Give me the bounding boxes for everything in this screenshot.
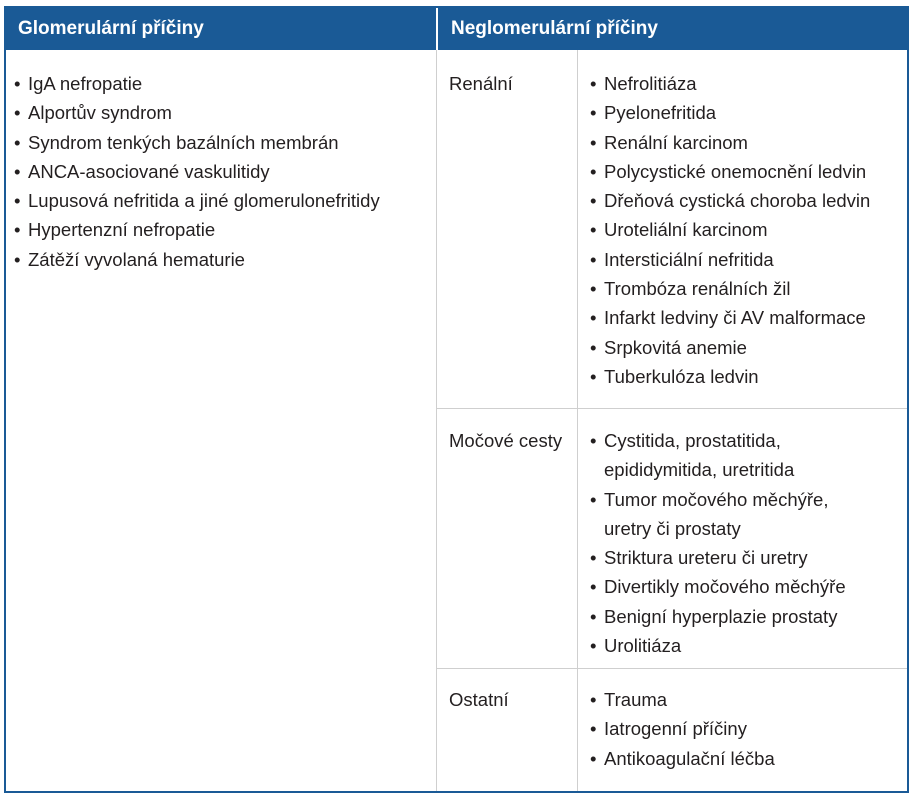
list-item: • Syndrom tenkých bazálních membrán [14,128,380,157]
list-item: • Lupusová nefritida a jiné glomerulonefritidy [14,186,380,215]
list-item: • Infarkt ledviny či AV malformace [590,303,870,332]
category-other: Ostatní [449,689,509,710]
glomerular-list [14,69,380,274]
row-divider-1 [437,408,907,409]
header-glomerular: Glomerulární příčiny [6,8,436,50]
list-item: • Zátěží vyvolaná hematurie [14,245,380,274]
column-divider [436,50,437,791]
list-item: • Renální karcinom [590,128,870,157]
row-divider-2 [437,668,907,669]
list-item: • Tumor močového měchýře, [590,485,846,514]
list-item: • Nefrolitiáza [590,69,870,98]
other-list [590,685,775,773]
subcolumn-divider [577,50,578,791]
list-item: • Urolitiáza [590,631,846,660]
list-item: • Alportův syndrom [14,98,380,127]
list-item: • Cystitida, prostatitida, [590,426,846,455]
header-nonglomerular: Neglomerulární příčiny [436,8,907,50]
list-item: • Iatrogenní příčiny [590,714,775,743]
list-item: • Hypertenzní nefropatie [14,215,380,244]
list-item: • Srpkovitá anemie [590,333,870,362]
list-item: • Benigní hyperplazie prostaty [590,602,846,631]
urinary-tract-list [590,426,846,660]
list-item: • IgA nefropatie [14,69,380,98]
causes-table [4,6,909,793]
list-item-continuation: uretry či prostaty [604,517,741,539]
list-item: • Tuberkulóza ledvin [590,362,870,391]
list-item: • Pyelonefritida [590,98,870,127]
list-item: • ANCA-asociované vaskulitidy [14,157,380,186]
list-item-continuation: epididymitida, uretritida [604,459,795,481]
category-urinary-tract: Močové cesty [449,430,563,451]
list-item: • Uroteliální karcinom [590,215,870,244]
list-item: • Trombóza renálních žil [590,274,870,303]
list-item: • Polycystické onemocnění ledvin [590,157,870,186]
list-item: • Antikoagulační léčba [590,744,775,773]
list-item: • Trauma [590,685,775,714]
list-item: • Dřeňová cystická choroba ledvin [590,186,870,215]
renal-list [590,69,870,391]
list-item: • Intersticiální nefritida [590,245,870,274]
list-item: • Striktura ureteru či uretry [590,543,846,572]
list-item: • Divertikly močového měchýře [590,572,846,601]
category-renal: Renální [449,73,513,94]
